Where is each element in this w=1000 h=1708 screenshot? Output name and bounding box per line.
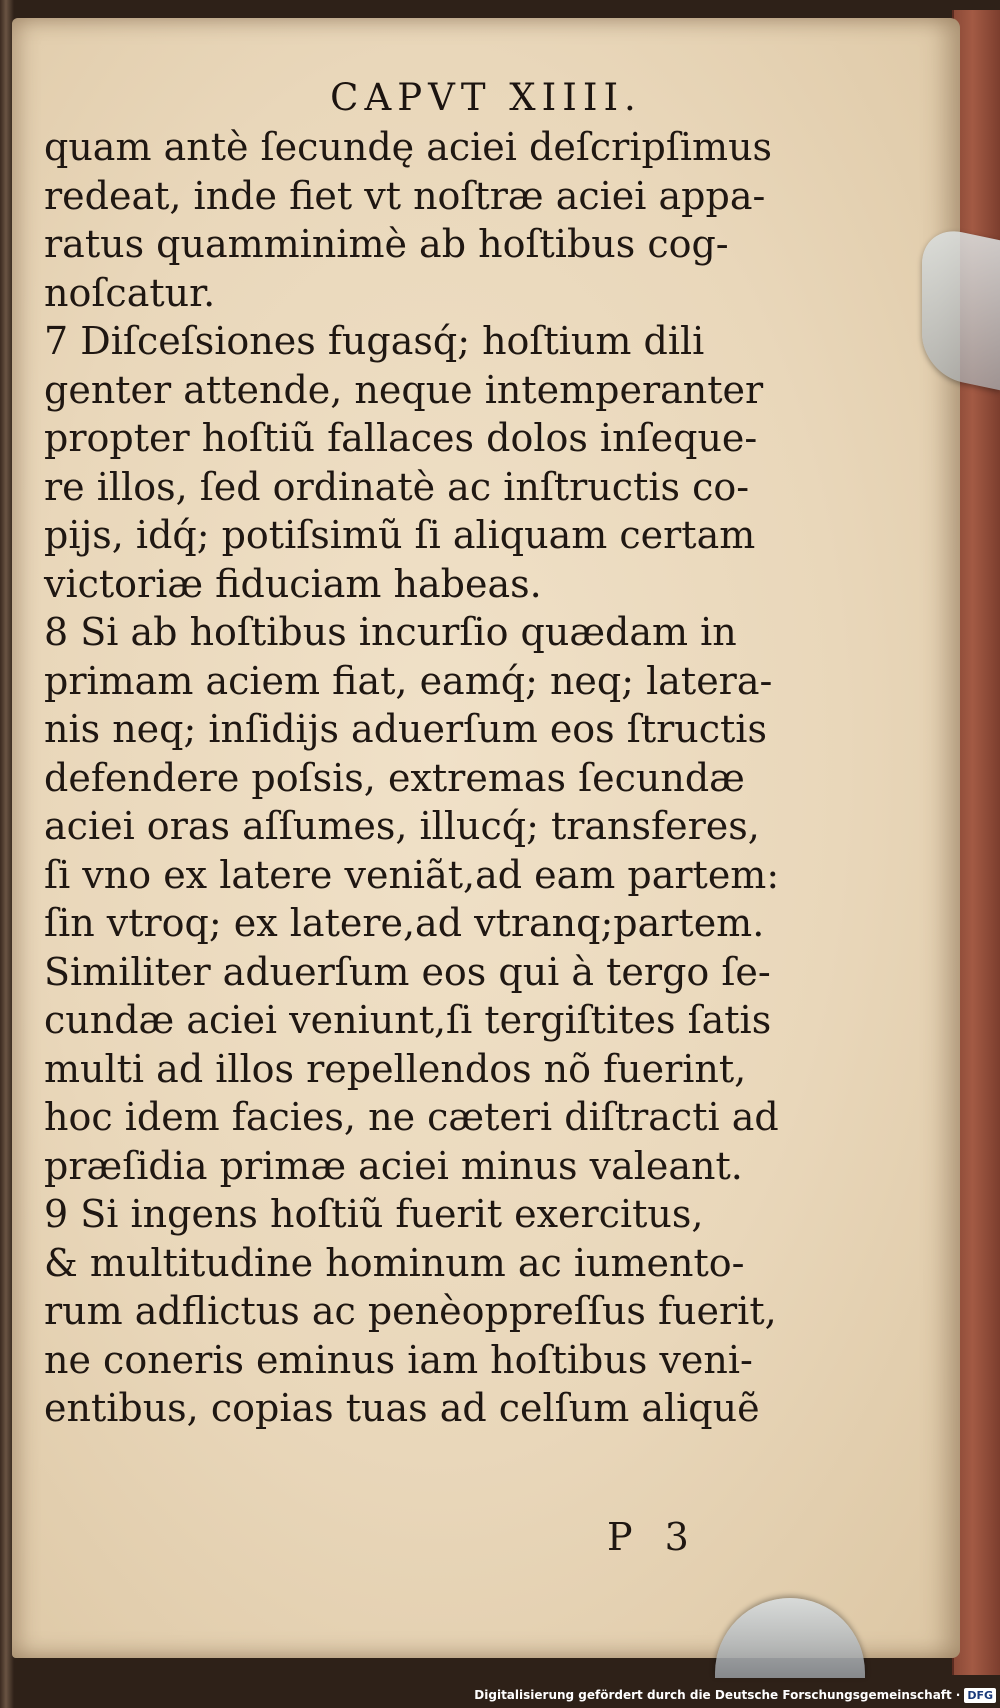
- text-line: cundæ aciei veniunt,ſi tergiſtites ſatis: [44, 998, 772, 1042]
- text-line: ratus quamminimè ab hoſtibus cog-: [44, 222, 729, 266]
- text-line: primam aciem fiat, eamq́; neq; latera-: [44, 658, 773, 703]
- text-line: propter hoſtiũ fallaces dolos inſeque-: [44, 416, 758, 460]
- text-line: victoriæ fiduciam habeas.: [44, 561, 542, 606]
- text-line: multi ad illos repellendos nõ fuerint,: [44, 1046, 747, 1091]
- signature-mark: P 3: [607, 1515, 699, 1559]
- text-line: hoc idem facies, ne cæteri diſtracti ad: [44, 1095, 779, 1139]
- text-line: noſcatur.: [44, 270, 216, 315]
- text-line: genter attende, neque intemperanter: [44, 367, 764, 412]
- text-line: rum adflictus ac penèoppreſſus fuerit,: [44, 1289, 777, 1333]
- text-line: ſin vtroq; ex latere,ad vtranq;partem.: [44, 901, 765, 945]
- text-line: ne coneris eminus iam hoſtibus veni-: [44, 1337, 753, 1382]
- text-line: defendere poſsis, extremas ſecundæ: [44, 755, 745, 800]
- text-line: pijs, idq́; potiſsimũ ſi aliquam certam: [44, 513, 756, 557]
- text-line: redeat, inde fiet vt noſtræ aciei appa-: [44, 173, 766, 218]
- book-page: [12, 18, 960, 1658]
- text-line: 7 Diſceſsiones fugasq́; hoſtium dili: [44, 319, 705, 363]
- footer-credit: Digitalisierung gefördert durch die Deutsche Forschungsgemeinschaft: [474, 1688, 952, 1702]
- text-line: Similiter aduerſum eos qui à tergo ſe-: [44, 949, 771, 994]
- text-line: entibus, copias tuas ad celſum aliquẽ: [44, 1386, 760, 1430]
- page-clip-right: [922, 224, 1000, 391]
- text-line: quam antè ſecundę aciei deſcripſimus: [44, 125, 773, 169]
- digitization-footer: Digitalisierung gefördert durch die Deutsche Forschungsgemeinschaft · DFG: [474, 1684, 996, 1706]
- running-head: CAPVT XIIII.: [330, 76, 642, 119]
- body-text: [44, 123, 784, 1433]
- text-line: re illos, ſed ordinatè ac inſtructis co-: [44, 464, 750, 509]
- text-line: 8 Si ab hoſtibus incurſio quædam in: [44, 610, 737, 654]
- text-line: aciei oras aſſumes, illucq́; transferes,: [44, 804, 760, 848]
- dfg-logo: DFG: [964, 1688, 996, 1703]
- text-line: ſi vno ex latere veniãt,ad eam partem:: [44, 852, 780, 897]
- text-line: præſidia primæ aciei minus valeant.: [44, 1143, 743, 1188]
- text-line: & multitudine hominum ac iumento-: [44, 1240, 745, 1285]
- text-line: 9 Si ingens hoſtiũ fuerit exercitus,: [44, 1192, 704, 1236]
- text-line: nis neq; inſidijs aduerſum eos ſtructis: [44, 707, 767, 751]
